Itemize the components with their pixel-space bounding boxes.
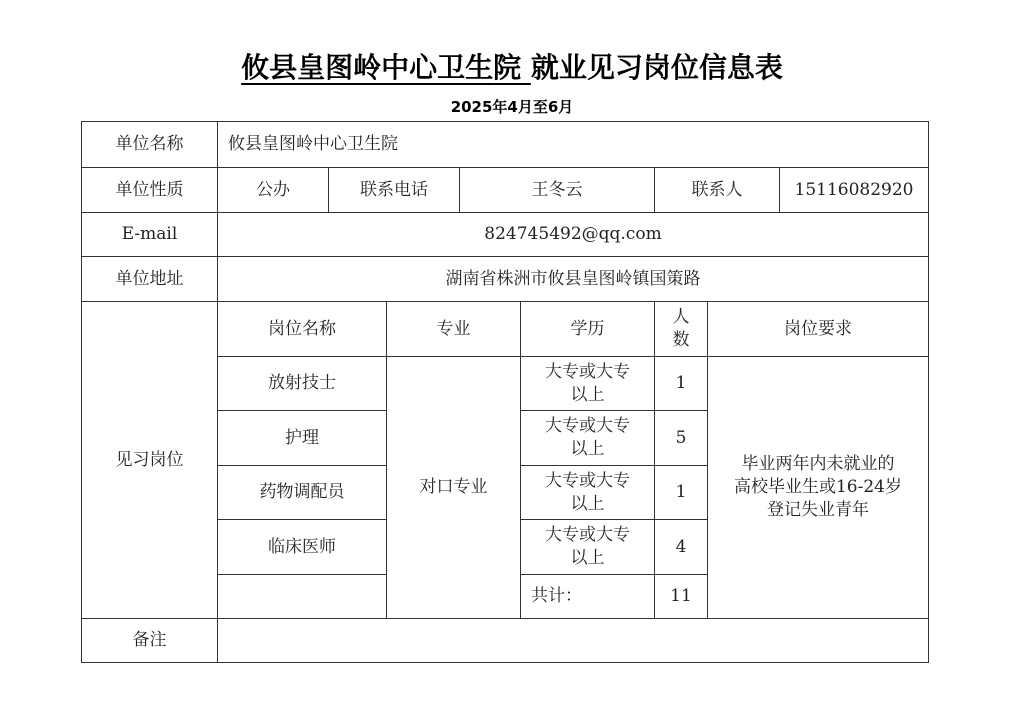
position-education [521,411,655,466]
remarks-label: 备注 [82,619,218,663]
row-email [82,213,929,257]
contact-value: 15116082920 [780,168,929,213]
remarks-value [218,619,929,663]
positions-header-row [82,302,929,357]
position-education [521,520,655,575]
unit-nature-value: 公办 [218,168,329,213]
email-label: E-mail [82,213,218,257]
education-line2: 以上 [570,439,605,459]
education-line1: 大专或大专 [545,470,630,491]
header-count-line2: 数 [672,330,690,350]
address-value: 湖南省株洲市攸县皇图岭镇国策路 [218,257,929,302]
position-name: 放射技士 [218,357,387,411]
row-unit-nature [82,168,929,213]
position-name: 临床医师 [218,520,387,575]
position-count: 4 [655,520,708,575]
header-position-name: 岗位名称 [218,302,387,357]
contact-label: 联系人 [655,168,780,213]
requirements-line1: 毕业两年内未就业的 [741,454,895,475]
position-count: 1 [655,357,708,411]
header-count-line1: 人 [672,307,690,328]
document-period: 2025年4月至6月 [450,98,574,116]
header-count [655,302,708,357]
unit-name-label: 单位名称 [82,122,218,168]
position-requirements [708,357,929,619]
position-count: 1 [655,466,708,520]
row-unit-name [82,122,929,168]
position-name: 护理 [218,411,387,466]
phone-value: 王冬云 [460,168,655,213]
position-major: 对口专业 [387,357,521,619]
document-title [0,46,1024,90]
total-value: 11 [655,575,708,619]
unit-nature-label: 单位性质 [82,168,218,213]
header-major: 专业 [387,302,521,357]
header-education: 学历 [521,302,655,357]
requirements-line2: 高校毕业生或16-24岁 [733,477,902,498]
title-form-name: 就业见习岗位信息表 [530,51,783,84]
email-value: 824745492@qq.com [218,213,929,257]
unit-name-value: 攸县皇图岭中心卫生院 [218,122,929,168]
title-unit-name: 攸县皇图岭中心卫生院 [241,51,531,84]
position-education [521,357,655,411]
header-requirements: 岗位要求 [708,302,929,357]
education-line1: 大专或大专 [545,416,630,437]
education-line1: 大专或大专 [545,525,630,546]
education-line2: 以上 [570,493,605,514]
phone-label: 联系电话 [329,168,460,213]
empty-position-cell [218,575,387,619]
education-line1: 大专或大专 [545,361,630,382]
requirements-line3: 登记失业青年 [767,499,869,520]
position-name: 药物调配员 [218,466,387,520]
row-remarks [82,619,929,663]
education-line2: 以上 [570,548,605,568]
position-count: 5 [655,411,708,466]
education-line2: 以上 [570,384,605,405]
positions-section-label: 见习岗位 [82,302,218,619]
total-label: 共计： [521,575,655,619]
position-education [521,466,655,520]
address-label: 单位地址 [82,257,218,302]
row-address [82,257,929,302]
info-table [81,121,929,663]
